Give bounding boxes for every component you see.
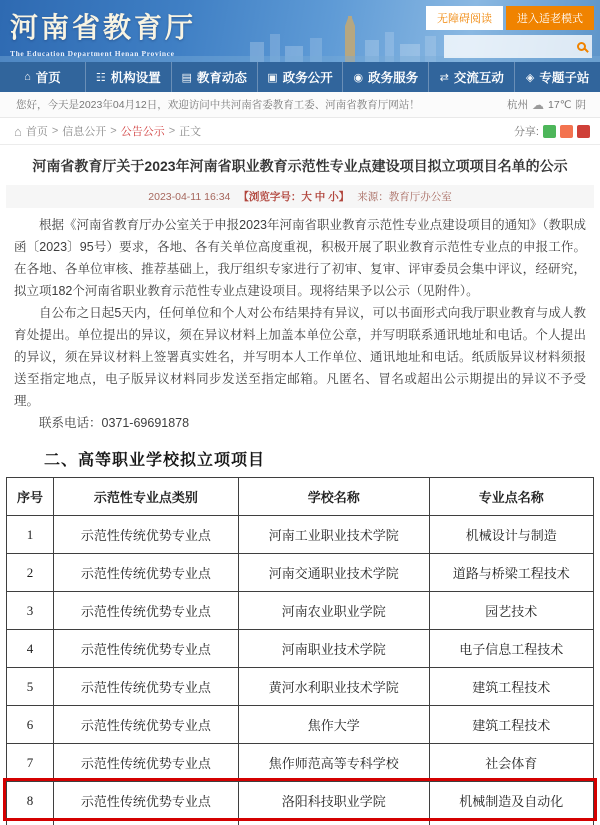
table-row xyxy=(7,516,594,554)
breadcrumb-announcements[interactable]: 公告公示 xyxy=(120,126,165,138)
cell-index: 7 xyxy=(7,744,54,782)
elder-mode-button[interactable]: 进入适老模式 xyxy=(506,6,594,30)
breadcrumb-separator: > xyxy=(110,125,117,137)
main-navigation xyxy=(0,62,600,92)
project-table-wrapper xyxy=(6,477,594,825)
article-body xyxy=(0,208,600,434)
share-weibo-icon[interactable] xyxy=(560,125,573,138)
cell-category: 示范性传统优势专业点 xyxy=(53,668,238,706)
nav-label: 教育动态 xyxy=(196,71,247,85)
weather-widget xyxy=(507,97,586,112)
table-row-partial xyxy=(7,820,594,825)
breadcrumb-info-disclosure[interactable]: 信息公开 xyxy=(62,126,107,138)
table-header-row xyxy=(7,478,594,516)
article-source: 来源：教育厅办公室 xyxy=(357,191,452,203)
nav-item-gov-disclosure[interactable] xyxy=(257,62,343,92)
cell-category: 示范性传统优势专业点 xyxy=(53,592,238,630)
subsite-icon: ◈ xyxy=(525,71,535,84)
cell-specialty: 机械设计与制造 xyxy=(429,516,593,554)
news-icon: ▤ xyxy=(181,71,192,84)
org-chart-icon: ☷ xyxy=(95,71,106,84)
weather-temp: 17℃ xyxy=(548,98,572,111)
section-heading-higher-vocational: 二、高等职业学校拟立项项目 xyxy=(44,452,266,469)
cell-index: 4 xyxy=(7,630,54,668)
disclosure-icon: ▣ xyxy=(267,71,278,84)
site-banner xyxy=(0,0,600,62)
article-contact-phone: 联系电话：0371-69691878 xyxy=(39,416,190,430)
cell-category: 示范性传统优势专业点 xyxy=(53,630,238,668)
share-qq-icon[interactable] xyxy=(577,125,590,138)
nav-item-special-subsites[interactable] xyxy=(514,62,600,92)
cell-category: 示范性传统优势专业点 xyxy=(53,744,238,782)
col-header-index: 序号 xyxy=(7,478,54,516)
site-title-english: The Education Department Henan Province xyxy=(10,49,175,58)
cell-index: 3 xyxy=(7,592,54,630)
share-label: 分享: xyxy=(513,126,539,138)
cell-specialty: 道路与桥梁工程技术 xyxy=(429,554,593,592)
cell-category: 示范性传统优势专业点 xyxy=(53,554,238,592)
share-wechat-icon[interactable] xyxy=(543,125,556,138)
cell-school: 黄河水利职业技术学院 xyxy=(238,668,429,706)
cell-specialty: 机械制造及自动化 xyxy=(429,782,593,820)
cell-specialty: 建筑工程技术 xyxy=(429,668,593,706)
nav-item-org[interactable] xyxy=(85,62,171,92)
nav-label: 专题子站 xyxy=(539,71,590,85)
nav-label: 政务服务 xyxy=(368,71,419,85)
cell-index: 5 xyxy=(7,668,54,706)
greeting-bar xyxy=(0,92,600,118)
project-table xyxy=(6,477,594,825)
cell-index: 8 xyxy=(7,782,54,820)
interact-icon: ⇄ xyxy=(439,71,449,84)
cell-category: 示范性传统优势专业点 xyxy=(53,516,238,554)
nav-label: 交流互动 xyxy=(453,71,504,85)
cell-category: 示范性传统优势专业点 xyxy=(53,782,238,820)
cell-specialty: 建筑工程技术 xyxy=(429,706,593,744)
weather-city: 杭州 xyxy=(507,99,529,111)
col-header-specialty: 专业点名称 xyxy=(429,478,593,516)
search-input[interactable] xyxy=(450,41,577,53)
cell-index: 6 xyxy=(7,706,54,744)
breadcrumb-current-article: 正文 xyxy=(179,126,202,138)
cell-school: 洛阳科技职业学院 xyxy=(238,782,429,820)
site-title: 河南省教育厅 xyxy=(10,13,197,44)
table-row xyxy=(7,706,594,744)
accessibility-reading-button[interactable]: 无障碍阅读 xyxy=(426,6,503,30)
breadcrumb-separator: > xyxy=(51,125,59,137)
nav-label: 政务公开 xyxy=(282,71,333,85)
font-size-control[interactable]: 【浏览字号：大 中 小】 xyxy=(238,191,350,203)
table-row xyxy=(7,668,594,706)
table-row xyxy=(7,630,594,668)
nav-item-home[interactable] xyxy=(0,62,85,92)
article-title: 河南省教育厅关于2023年河南省职业教育示范性专业点建设项目拟立项项目名单的公示 xyxy=(32,158,568,174)
site-search[interactable] xyxy=(444,35,592,58)
nav-label: 首页 xyxy=(35,71,61,85)
cell-school: 河南职业技术学院 xyxy=(238,630,429,668)
nav-item-gov-service[interactable] xyxy=(342,62,428,92)
breadcrumb-separator: > xyxy=(168,125,176,137)
cell-index: 1 xyxy=(7,516,54,554)
nav-item-interaction[interactable] xyxy=(428,62,514,92)
article-meta-bar xyxy=(6,185,594,208)
share-widget xyxy=(514,123,590,139)
cell-school: 河南农业职业学院 xyxy=(238,592,429,630)
breadcrumb-bar xyxy=(0,118,600,145)
weather-condition: 阴 xyxy=(575,99,586,111)
cell-category: 示范性传统优势专业点 xyxy=(53,706,238,744)
cell-specialty: 社会体育 xyxy=(429,744,593,782)
cell-specialty: 园艺技术 xyxy=(429,592,593,630)
cell-school: 河南工业职业技术学院 xyxy=(238,516,429,554)
nav-item-education-news[interactable] xyxy=(171,62,257,92)
table-row-highlighted xyxy=(7,782,594,820)
article-paragraph: 根据《河南省教育厅办公室关于申报2023年河南省职业教育示范性专业点建设项目的通知》（教职成函〔2023〕95号）要求，各地、各有关单位高度重视，积极开展了职业教育示范性专业点的申报工作。在各地、各单位审核、推荐基础上，我厅组织专家进行了初审、复审、评审委员会集中评议，经研究，拟立项182个河南省职业教育示范性专业点建设项目。现将结果予以公示（见附件）。 xyxy=(14,218,586,298)
service-icon: ◉ xyxy=(353,71,364,84)
cell-specialty: 电子信息工程技术 xyxy=(429,630,593,668)
breadcrumb-home[interactable]: 首页 xyxy=(25,126,48,138)
home-icon: ⌂ xyxy=(14,123,22,139)
cell-index: 2 xyxy=(7,554,54,592)
table-row xyxy=(7,592,594,630)
breadcrumb xyxy=(14,123,201,139)
table-row xyxy=(7,554,594,592)
cell-school: 焦作大学 xyxy=(238,706,429,744)
col-header-category: 示范性专业点类别 xyxy=(53,478,238,516)
article-paragraph: 自公布之日起5天内，任何单位和个人对公布结果持有异议，可以书面形式向我厅职业教育与成人教育处提出。单位提出的异议，须在异议材料上加盖本单位公章，并写明联系通讯地址和电话。个人提出的异议，须在异议材料上签署真实姓名，并写明本人工作单位、通讯地址和电话。纸质版异议材料须报送至指定地点，电子版异议材料同步发送至指定邮箱。凡匿名、冒名或超出公示期提出的异议不予受理。 xyxy=(14,306,586,408)
table-row xyxy=(7,744,594,782)
greeting-text: 您好，今天是2023年04月12日，欢迎访问中共河南省委教育工委、河南省教育厅网站！ xyxy=(16,99,420,111)
publish-datetime: 2023-04-11 16:34 xyxy=(148,190,231,203)
cloud-icon: ☁ xyxy=(532,97,545,112)
nav-label: 机构设置 xyxy=(110,71,161,85)
search-icon[interactable] xyxy=(577,42,586,51)
cell-school: 焦作师范高等专科学校 xyxy=(238,744,429,782)
col-header-school: 学校名称 xyxy=(238,478,429,516)
home-icon: ⌂ xyxy=(24,71,31,83)
cell-school: 河南交通职业技术学院 xyxy=(238,554,429,592)
